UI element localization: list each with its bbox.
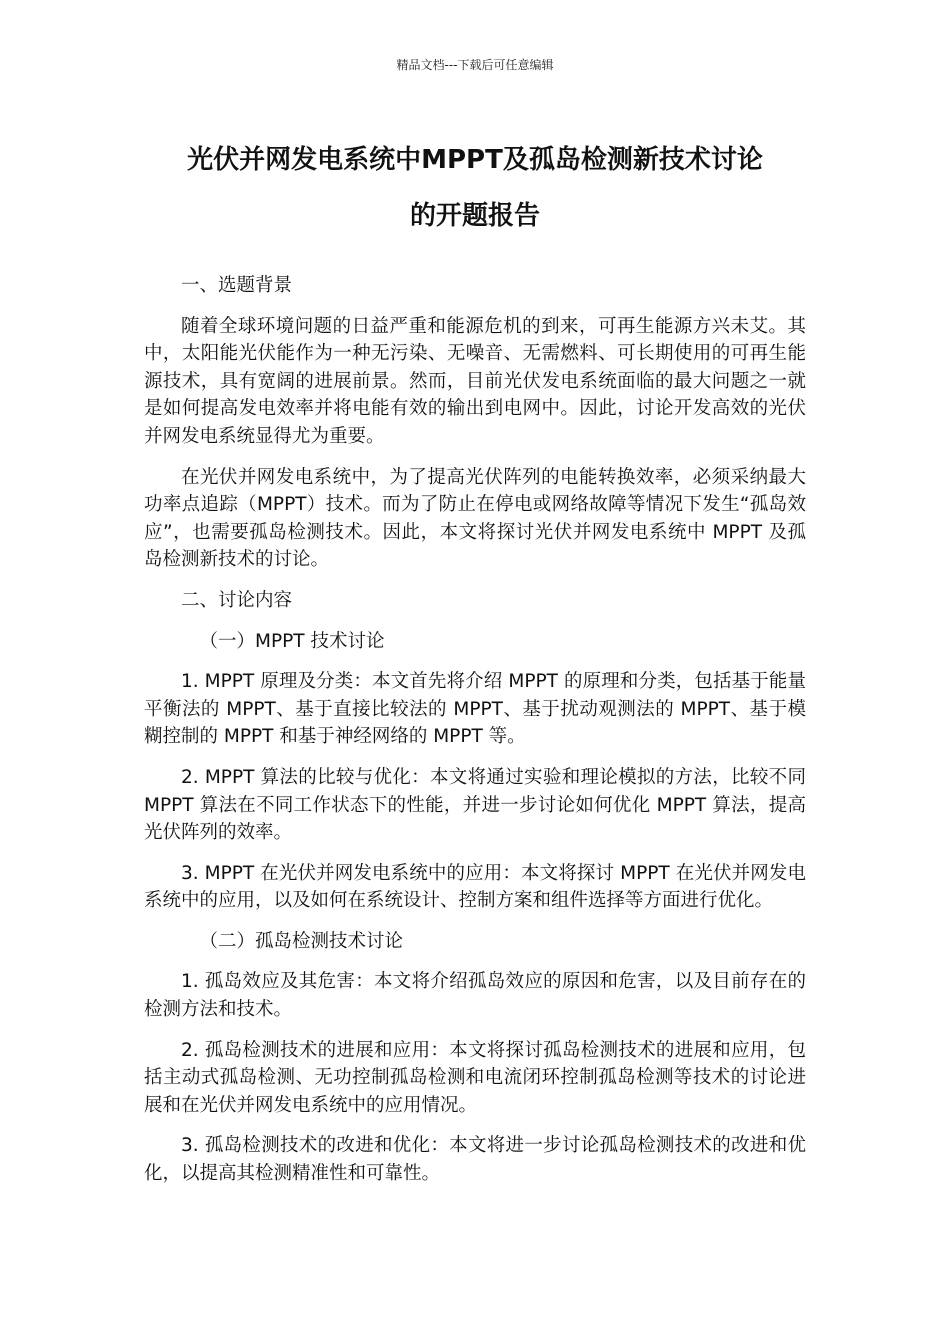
document-body xyxy=(144,272,806,1201)
list-item-mppt-3: 3. MPPT 在光伏并网发电系统中的应用：本文将探讨 MPPT 在光伏并网发电系统中的应用，以及如何在系统设计、控制方案和组件选择等方面进行优化。 xyxy=(144,862,806,912)
header-note: 精品文档---下载后可任意编辑 xyxy=(396,58,554,72)
title-line-1: 光伏并网发电系统中MPPT及孤岛检测新技术讨论 xyxy=(187,145,763,175)
section-heading-research-content: 二、讨论内容 xyxy=(181,589,293,611)
list-item-mppt-1: 1. MPPT 原理及分类：本文首先将介绍 MPPT 的原理和分类，包括基于能量平衡法的 MPPT、基于直接比较法的 MPPT、基于扰动观测法的 MPPT、基于模糊控制的 MPPT 和基于神经网络的 MPPT 等。 xyxy=(144,671,806,748)
document-title xyxy=(120,132,830,244)
paragraph-background-1: 随着全球环境问题的日益严重和能源危机的到来，可再生能源方兴未艾。其中，太阳能光伏能作为一种无污染、无噪音、无需燃料、可长期使用的可再生能源技术，具有宽阔的进展前景。然而，目前光伏发电系统面临的最大问题之一就是如何提高发电效率并将电能有效的输出到电网中。因此，讨论开发高效的光伏并网发电系统显得尤为重要。 xyxy=(144,315,806,447)
list-item-islanding-2: 2. 孤岛检测技术的进展和应用：本文将探讨孤岛检测技术的进展和应用，包括主动式孤岛检测、无功控制孤岛检测和电流闭环控制孤岛检测等技术的讨论进展和在光伏并网发电系统中的应用情况。 xyxy=(144,1039,806,1116)
subsection-heading-mppt: （一）MPPT 技术讨论 xyxy=(199,630,385,652)
list-item-islanding-1: 1. 孤岛效应及其危害：本文将介绍孤岛效应的原因和危害，以及目前存在的检测方法和技术。 xyxy=(144,971,806,1021)
paragraph-background-2: 在光伏并网发电系统中，为了提高光伏阵列的电能转换效率，必须采纳最大功率点追踪（MPPT）技术。而为了防止在停电或网络故障等情况下发生“孤岛效应”，也需要孤岛检测技术。因此，本文将探讨光伏并网发电系统中 MPPT 及孤岛检测新技术的讨论。 xyxy=(144,466,806,571)
title-line-2: 的开题报告 xyxy=(409,201,540,231)
list-item-mppt-2: 2. MPPT 算法的比较与优化：本文将通过实验和理论模拟的方法，比较不同 MPPT 算法在不同工作状态下的性能，并进一步讨论如何优化 MPPT 算法，提高光伏阵列的效率。 xyxy=(144,766,806,844)
subsection-heading-islanding: （二）孤岛检测技术讨论 xyxy=(199,930,404,952)
list-item-islanding-3: 3. 孤岛检测技术的改进和优化：本文将进一步讨论孤岛检测技术的改进和优化，以提高其检测精准性和可靠性。 xyxy=(144,1135,806,1185)
section-heading-background: 一、选题背景 xyxy=(181,275,293,296)
